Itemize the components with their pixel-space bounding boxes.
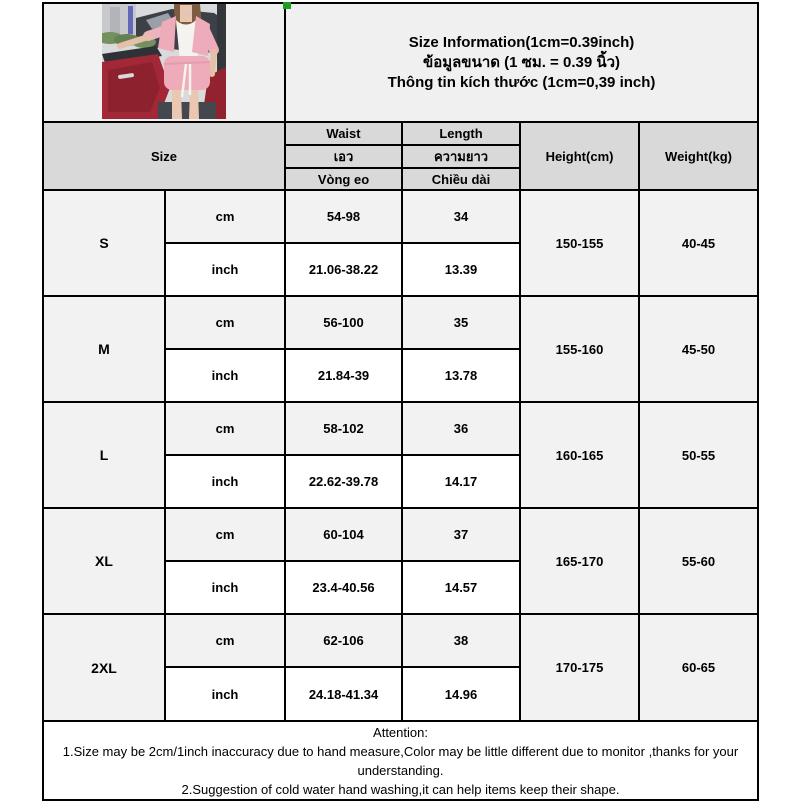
table-row [44,614,757,667]
unit-label-inch: inch [165,349,285,402]
weight-value: 60-65 [639,614,757,720]
waist-inch-value: 21.84-39 [285,349,402,402]
attention-heading: Attention: [373,725,428,740]
unit-label-cm: cm [165,508,285,561]
attention-note-1: 1.Size may be 2cm/1inch inaccuracy due to hand measure,Color may be little different due to monitor ,thanks for your understanding. [62,744,739,778]
unit-label-cm: cm [165,190,285,243]
weight-value: 55-60 [639,508,757,614]
size-label: S [44,190,165,296]
size-label: M [44,296,165,402]
length-cm-value: 38 [402,614,520,667]
length-header-en: Length [402,123,520,145]
waist-inch-value: 23.4-40.56 [285,561,402,614]
unit-label-cm: cm [165,296,285,349]
attention-note-2: 2.Suggestion of cold water hand washing,it can help items keep their shape. [181,782,620,797]
attention-section [44,720,757,799]
length-header-vi: Chiều dài [402,168,520,190]
weight-value: 45-50 [639,296,757,402]
waist-inch-value: 22.62-39.78 [285,455,402,508]
product-photo-cell [44,4,286,121]
title-line-en: Size Information(1cm=0.39inch) [408,33,635,51]
unit-label-inch: inch [165,667,285,720]
waist-cm-value: 54-98 [285,190,402,243]
height-value: 150-155 [520,190,639,296]
length-cm-value: 35 [402,296,520,349]
height-value: 165-170 [520,508,639,614]
height-value: 155-160 [520,296,639,402]
title-line-th: ข้อมูลขนาด (1 ซม. = 0.39 นิ้ว) [422,53,621,71]
waist-cm-value: 62-106 [285,614,402,667]
length-inch-value: 13.39 [402,243,520,296]
height-value: 160-165 [520,402,639,508]
weight-value: 40-45 [639,190,757,296]
unit-label-cm: cm [165,614,285,667]
weight-value: 50-55 [639,402,757,508]
table-row [44,190,757,243]
length-cm-value: 34 [402,190,520,243]
selection-artifact-marker [283,2,291,9]
unit-label-inch: inch [165,561,285,614]
waist-cm-value: 58-102 [285,402,402,455]
waist-header-en: Waist [285,123,402,145]
weight-header: Weight(kg) [639,123,757,190]
table-row [44,402,757,455]
unit-label-inch: inch [165,243,285,296]
waist-header-th: เอว [285,145,402,168]
unit-label-cm: cm [165,402,285,455]
length-inch-value: 14.96 [402,667,520,720]
length-inch-value: 14.57 [402,561,520,614]
height-value: 170-175 [520,614,639,720]
size-column-header: Size [44,123,285,190]
title-block [286,4,757,121]
header-section [44,4,757,123]
size-label: XL [44,508,165,614]
length-header-th: ความยาว [402,145,520,168]
length-cm-value: 37 [402,508,520,561]
unit-label-inch: inch [165,455,285,508]
size-label: L [44,402,165,508]
waist-cm-value: 56-100 [285,296,402,349]
length-cm-value: 36 [402,402,520,455]
waist-inch-value: 21.06-38.22 [285,243,402,296]
waist-header-vi: Vòng eo [285,168,402,190]
length-inch-value: 13.78 [402,349,520,402]
waist-inch-value: 24.18-41.34 [285,667,402,720]
product-photo [102,4,226,119]
size-label: 2XL [44,614,165,720]
table-row [44,296,757,349]
size-chart-panel [42,2,759,801]
height-header: Height(cm) [520,123,639,190]
waist-cm-value: 60-104 [285,508,402,561]
table-row [44,508,757,561]
title-line-vi: Thông tin kích thước (1cm=0,39 inch) [387,73,656,91]
length-inch-value: 14.17 [402,455,520,508]
size-table [44,123,757,720]
